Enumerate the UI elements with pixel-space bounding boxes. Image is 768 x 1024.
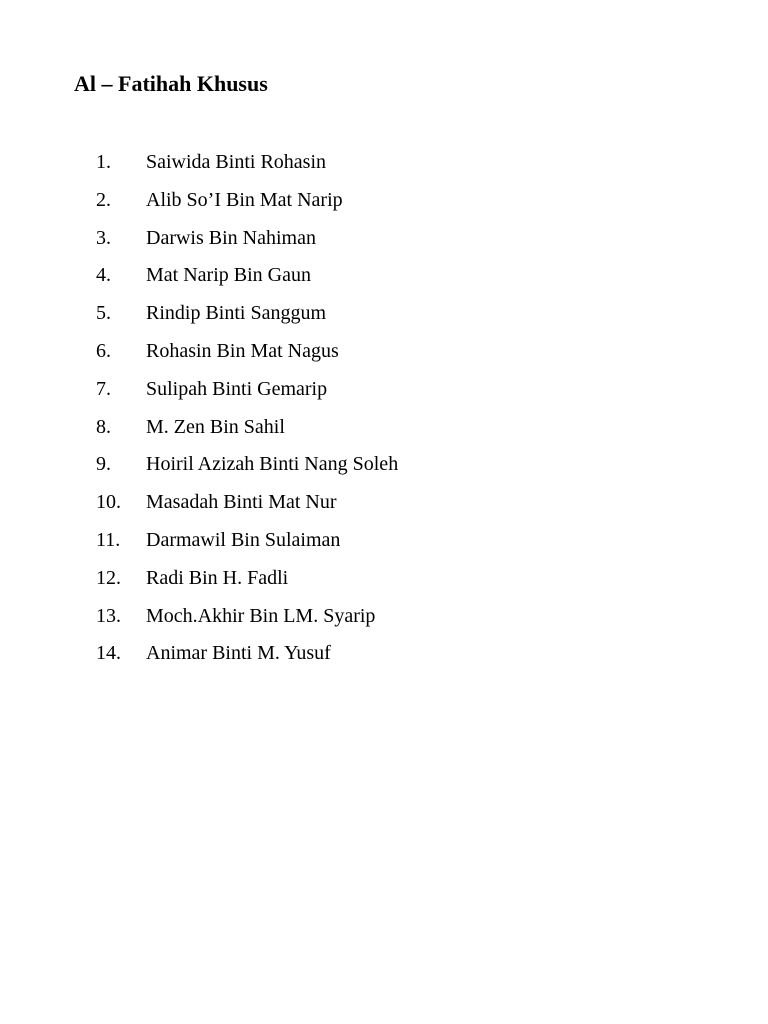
list-item-number: 3. bbox=[96, 226, 111, 249]
list-item-name: Darmawil Bin Sulaiman bbox=[146, 528, 341, 551]
list-item-name: Masadah Binti Mat Nur bbox=[146, 491, 337, 514]
list-item-name: Alib So’I Bin Mat Narip bbox=[146, 188, 343, 211]
list-item-name: Animar Binti M. Yusuf bbox=[146, 642, 331, 665]
list-item-name: Moch.Akhir Bin LM. Syarip bbox=[146, 604, 376, 627]
list-item-number: 8. bbox=[96, 415, 111, 438]
list-item-name: Darwis Bin Nahiman bbox=[146, 226, 316, 249]
list-item-number: 10. bbox=[96, 491, 121, 514]
list-item-number: 5. bbox=[96, 302, 111, 325]
list-item-name: Sulipah Binti Gemarip bbox=[146, 377, 328, 400]
list-item-number: 2. bbox=[96, 188, 111, 211]
list-item-number: 1. bbox=[96, 151, 111, 173]
page-title: Al – Fatihah Khusus bbox=[74, 71, 268, 96]
list-item-number: 11. bbox=[96, 528, 121, 551]
list-item-number: 13. bbox=[96, 604, 121, 627]
list-item-name: Saiwida Binti Rohasin bbox=[146, 151, 326, 173]
list-item-name: Hoiril Azizah Binti Nang Soleh bbox=[146, 453, 399, 476]
list-item-number: 7. bbox=[96, 377, 111, 400]
list-item-name: Rindip Binti Sanggum bbox=[146, 302, 327, 325]
list-item-number: 12. bbox=[96, 566, 121, 589]
list-item-number: 14. bbox=[96, 642, 121, 665]
list-item-number: 4. bbox=[96, 264, 111, 287]
list-item-name: Rohasin Bin Mat Nagus bbox=[146, 339, 339, 362]
list-item-name: M. Zen Bin Sahil bbox=[146, 415, 285, 438]
list-item-number: 6. bbox=[96, 339, 111, 362]
list-item-name: Mat Narip Bin Gaun bbox=[146, 264, 311, 287]
list-item-number: 9. bbox=[96, 453, 111, 476]
list-item-name: Radi Bin H. Fadli bbox=[146, 566, 289, 589]
